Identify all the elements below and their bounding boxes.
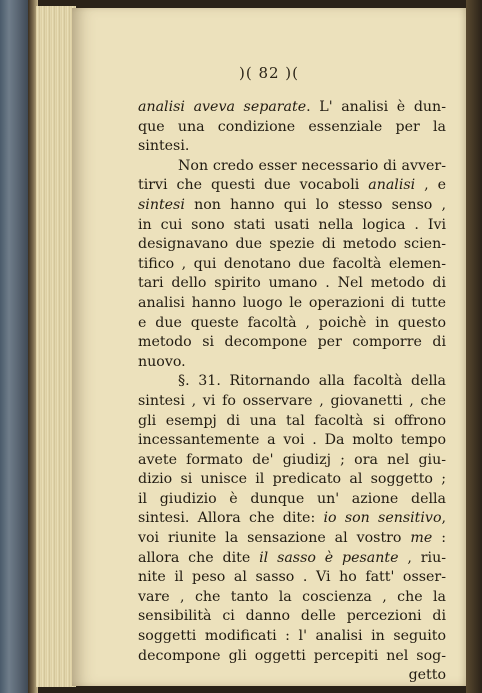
text-line [138,529,446,549]
text-line [138,470,446,490]
body-text [138,98,446,686]
text-run: sintesi. [138,138,190,155]
text-line [138,490,446,510]
text-line [138,431,446,451]
text-run: soggetti modificati : l' analisi in seguito [138,628,446,645]
text-run: vare , che tanto la coscienza , che la [138,588,446,605]
text-line [138,509,446,529]
right-shadow [466,0,482,693]
text-run: nuovo. [138,353,186,370]
text-line [138,196,446,216]
text-run: sensibilità ci danno delle percezioni di [138,608,446,625]
page-number: )( 82 )( [238,64,300,82]
book-page [72,8,466,686]
text-run: , e [415,177,446,194]
text-line [138,255,446,275]
text-line [138,607,446,627]
italic-text: me [410,530,433,547]
italic-text: analisi [368,177,416,194]
text-line [138,157,446,177]
text-line [138,274,446,294]
book-spine [0,0,30,693]
text-line [138,235,446,255]
italic-text: il sasso è pesante [259,549,399,566]
text-run: voi riunite la sensazione al vostro [138,530,411,547]
text-run: designavano due spezie di metodo scien- [138,236,446,253]
text-line [138,549,446,569]
text-line [138,294,446,314]
text-run: allora che dite [138,549,260,566]
text-line [138,353,446,373]
text-run: : [432,530,446,547]
text-line [138,451,446,471]
text-run: in cui sono stati usati nella logica . Ivi [138,216,446,233]
text-run: sintesi. Allora che dite: [138,510,324,527]
text-run: non hanno qui lo stesso senso , [184,196,446,213]
text-run: avete formato de' giudizj ; ora nel giu- [138,451,446,468]
text-run: §. 31. Ritornando alla facoltà della [178,373,446,390]
text-line [138,666,446,686]
text-run: , riu- [398,549,446,566]
text-line [138,98,446,118]
text-run: il giudizio è dunque un' azione della [138,490,446,507]
text-line [138,392,446,412]
italic-text: sintesi [138,196,185,213]
text-line [138,627,446,647]
text-line [138,216,446,236]
text-run: que una condizione essenziale per la [138,118,446,135]
text-line [138,588,446,608]
text-line [138,118,446,138]
text-run: Non credo esser necessario di avver- [178,157,446,174]
text-line [138,314,446,334]
text-line [138,372,446,392]
text-line [138,137,446,157]
text-line [138,176,446,196]
text-run: nite il peso al sasso . Vi ho fatt' osser- [138,569,446,586]
text-run: getto [408,667,446,684]
text-run: , [441,510,446,527]
text-run: tari dello spirito umano . Nel metodo di [138,275,446,292]
text-run: incessantemente a voi . Da molto tempo [138,432,446,449]
page-stack [36,6,76,687]
text-line [138,568,446,588]
text-line [138,333,446,353]
text-run: sintesi , vi fo osservare , giovanetti , che [138,392,446,409]
text-run: analisi hanno luogo le operazioni di tutte [138,294,446,311]
text-run: tirvi che questi due vocaboli [138,177,369,194]
text-run: . L' analisi è dun- [306,99,446,115]
text-run: e due queste facoltà , poichè in questo [138,314,446,331]
text-run: metodo si decompone per comporre di [138,334,446,351]
text-run: gli esempj di una tal facoltà si offrono [138,412,446,429]
italic-text: io son sensitivo [323,510,442,527]
text-run: tifico , qui denotano due facoltà elemen- [138,255,446,272]
italic-text: analisi aveva separate [138,99,307,115]
text-run: decompone gli oggetti percepiti nel sog- [138,647,446,664]
text-line [138,647,446,667]
text-line [138,412,446,432]
text-run: dizio si unisce il predicato al soggetto ; [138,471,446,488]
